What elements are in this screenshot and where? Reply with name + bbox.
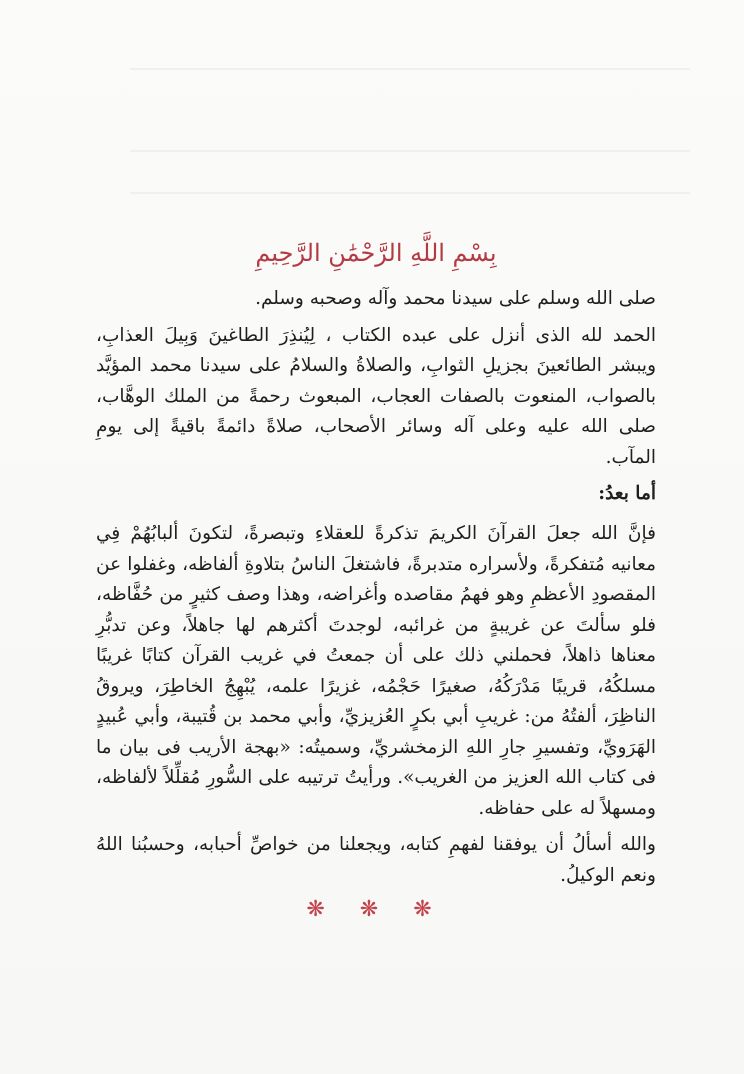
page-content (96, 236, 656, 922)
body-paragraph: فإنَّ الله جعلَ القرآنَ الكريمَ تذكرةً للعقلاءِ وتبصرةً، لتكونَ ألبابُهُمْ فِي معانيه مُتفكرةً، ولأسراره متدبرةً، فاشتغلَ الناسُ بتلاوةِ ألفاظه، وغفلوا عن المقصودِ الأعظمِ وهو فهمُ مقاصده وأغراضه، وهذا وصف كثيرٍ من حُفَّاظه، فلو سألتَ عن غريبةٍ من غرائبه، لوجدتَ أكثرهم لها جاهلاً، وعن تدبُّرِ معناها ذاهلاً، فحملني ذلك على أن جمعتُ في غريب القرآن كتابًا غريبًا مسلكُهُ، قريبًا مَدْرَكُهُ، صغيرًا حَجْمُه، غزيرًا علمه، يُبْهِجُ الخاطِرَ، ويروقُ الناظِرَ، ألفتُهُ من: غريبِ أبي بكرٍ العُزيزيِّ، وأبي محمد بن قُتيبة، وأبي عُبيدٍ الهَرَويِّ، وتفسيرِ جارِ اللهِ الزمخشريِّ، وسميتُه: «بهجة الأريب فى بيان ما فى كتاب الله العزيز من الغريب». ورأيتُ ترتيبه على السُّورِ مُقلِّلاً لألفاظه، ومسهلاً له على حفاظه. (96, 523, 656, 819)
basmala-header: بِسْمِ اللَّهِ الرَّحْمَٰنِ الرَّحِيمِ (255, 239, 497, 267)
opening-salutation: صلى الله وسلم على سيدنا محمد وآله وصحبه وسلم. (255, 288, 656, 309)
bleed-through-line (130, 68, 690, 70)
bleed-through-line (130, 192, 690, 194)
bleed-through-line (130, 150, 690, 152)
closing-paragraph: والله أسألُ أن يوفقنا لفهمِ كتابه، ويجعلنا من خواصِّ أحبابه، وحسبُنا اللهُ ونعم الوكيلُ. (96, 834, 656, 886)
praise-paragraph: الحمد لله الذى أنزل على عبده الكتاب ، لِيُنذِرَ الطاغينَ وَبِيلَ العذابِ، ويبشر الطائعينَ بجزيلِ الثوابِ، والصلاةُ والسلامُ على سيدنا محمد المؤيَّد بالصواب، المنعوت بالصفات العجاب، المبعوث رحمةً من الملك الوهَّاب، صلى الله عليه وعلى آله وسائر الأصحاب، صلاةً دائمةً باقيةً إلى يومِ المآب. (96, 324, 656, 468)
section-heading: أما بعدُ: (598, 483, 656, 504)
ornament-stars: ❋ ❋ ❋ (306, 897, 446, 922)
